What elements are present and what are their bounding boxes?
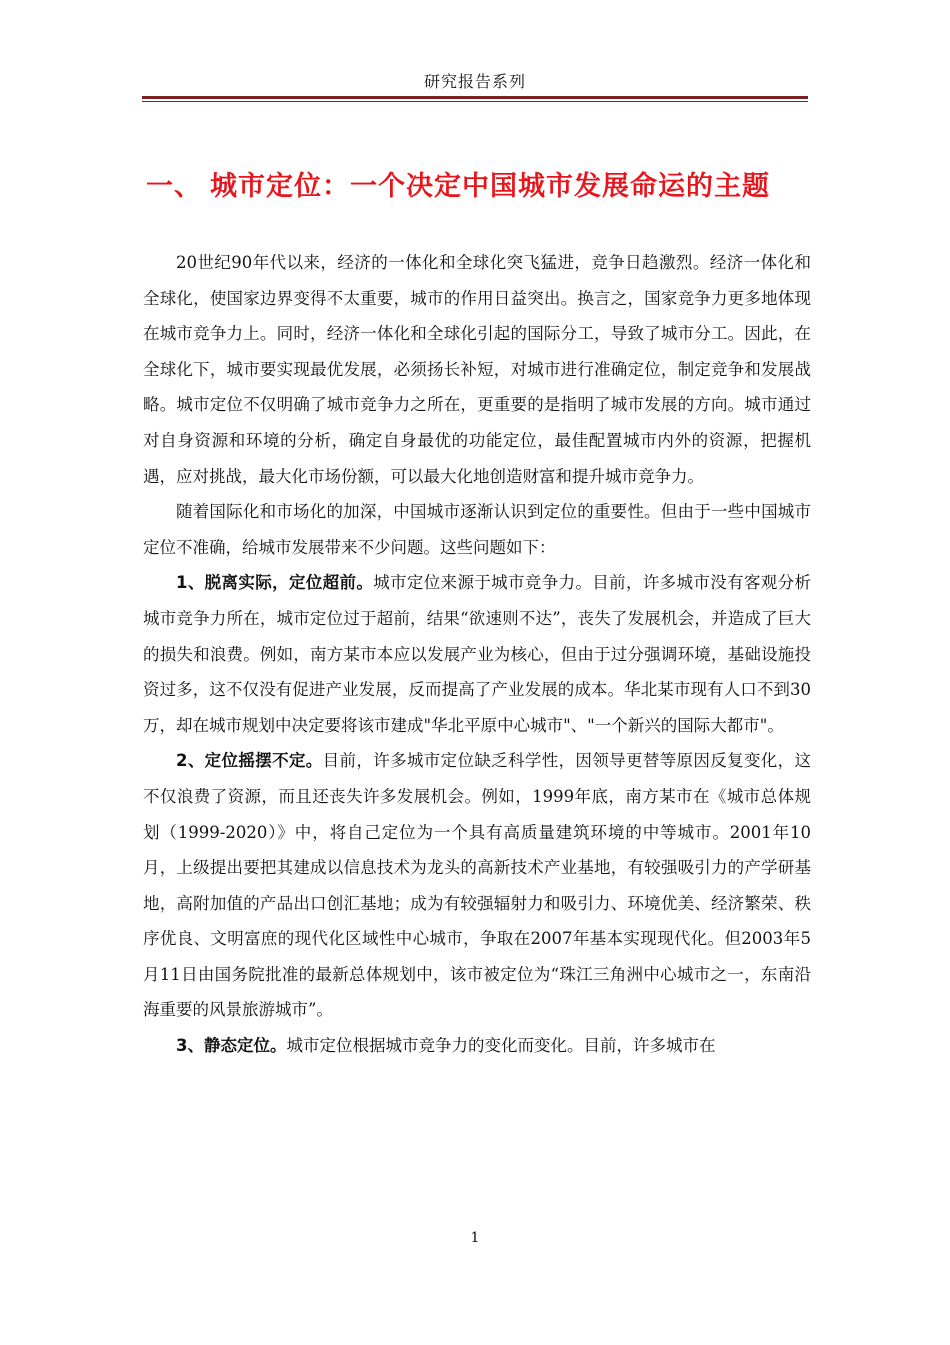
header-rule-thin [142, 101, 808, 102]
paragraph-lead: 3、静态定位。 [176, 1036, 287, 1056]
paragraph [143, 743, 811, 1028]
paragraph: 随着国际化和市场化的加深，中国城市逐渐认识到定位的重要性。但由于一些中国城市定位不准确，给城市发展带来不少问题。这些问题如下： [143, 502, 811, 557]
paragraph-body: 城市定位来源于城市竞争力。目前，许多城市没有客观分析城市竞争力所在，城市定位过于超前，结果“欲速则不达”，丧失了发展机会，并造成了巨大的损失和浪费。例如，南方某市本应以发展产业为核心，但由于过分强调环境，基础设施投资过多，这不仅没有促进产业发展，反而提高了产业发展的成本。华北某市现有人口不到30万，却在城市规划中决定要将该市建成"华北平原中心城市"、"一个新兴的国际大都市"。 [143, 573, 811, 735]
paragraph-lead: 1、脱离实际，定位超前。 [176, 573, 374, 593]
section-number: 一、 [146, 171, 202, 202]
paragraph-lead: 2、定位摇摆不定。 [176, 751, 323, 771]
running-header: 研究报告系列 [423, 72, 526, 91]
paragraph [143, 565, 811, 743]
section-heading [146, 164, 826, 203]
paragraph [143, 1028, 811, 1064]
paragraph: 20世纪90年代以来，经济的一体化和全球化突飞猛进，竞争日趋激烈。经济一体化和全球化，使国家边界变得不太重要，城市的作用日益突出。换言之，国家竞争力更多地体现在城市竞争力上。同时，经济一体化和全球化引起的国际分工，导致了城市分工。因此，在全球化下，城市要实现最优发展，必须扬长补短，对城市进行准确定位，制定竞争和发展战略。城市定位不仅明确了城市竞争力之所在，更重要的是指明了城市发展的方向。城市通过对自身资源和环境的分析，确定自身最优的功能定位，最佳配置城市内外的资源，把握机遇，应对挑战，最大化市场份额，可以最大化地创造财富和提升城市竞争力。 [143, 253, 811, 486]
paragraph-body: 目前，许多城市定位缺乏科学性，因领导更替等原因反复变化，这不仅浪费了资源，而且还丧失许多发展机会。例如，1999年底，南方某市在《城市总体规划（1999-2020）》中，将自己定位为一个具有高质量建筑环境的中等城市。2001年10月，上级提出要把其建成以信息技术为龙头的高新技术产业基地，有较强吸引力的产学研基地，高附加值的产品出口创汇基地；成为有较强辐射力和吸引力、环境优美、经济繁荣、秩序优良、文明富庶的现代化区域性中心城市，争取在2007年基本实现现代化。但2003年5月11日由国务院批准的最新总体规划中，该市被定位为“珠江三角洲中心城市之一，东南沿海重要的风景旅游城市”。 [143, 751, 812, 1020]
page-number: 1 [470, 1230, 480, 1246]
paragraph-body: 城市定位根据城市竞争力的变化而变化。目前，许多城市在 [286, 1036, 716, 1056]
section-title: 城市定位：一个决定中国城市发展命运的主题 [210, 171, 770, 202]
body-text [143, 245, 811, 1064]
header-rule-thick [142, 96, 808, 99]
